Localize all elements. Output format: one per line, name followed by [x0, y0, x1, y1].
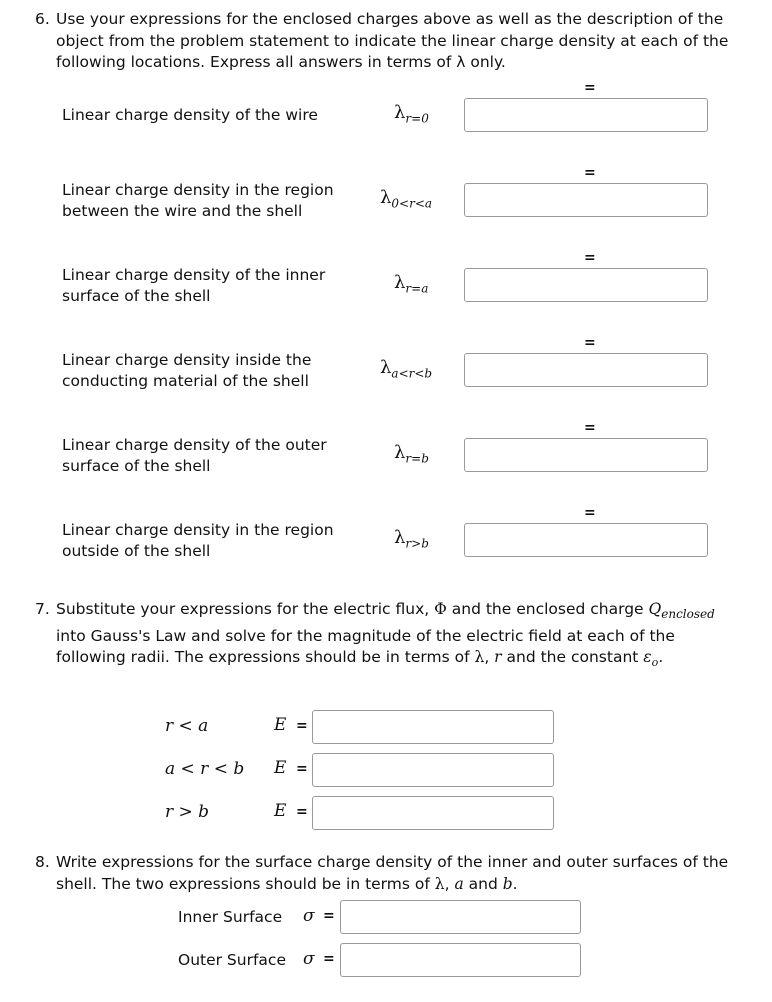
lambda-symbol: $\lambda_{a<r<b}$ — [380, 357, 433, 381]
surface-density-input[interactable] — [340, 900, 581, 934]
row-label: Linear charge density in the region between the wire and the shell — [62, 181, 334, 220]
charge-density-input[interactable] — [464, 353, 708, 387]
equals-sign: = — [323, 908, 335, 924]
row-label: Linear charge density of the outer surface of the shell — [62, 436, 327, 475]
lambda-symbol: $\lambda_{r=b}$ — [394, 442, 429, 466]
lambda-symbol: $\lambda_{r>b}$ — [394, 527, 429, 551]
equals-sign: = — [296, 761, 308, 777]
equals-sign: = — [296, 718, 308, 734]
question-text: Write expressions for the surface charge density of the inner and outer surfaces of the shell. The two expressions should be in terms of λ, a and b. — [56, 853, 729, 893]
equals-sign: = — [584, 505, 596, 521]
question-text: Substitute your expressions for the electric flux, Φ and the enclosed charge $Q_{enclosed}$ into Gauss's Law and solve for the magnitude of the electric field at each of the following radii. The expressions should be in terms of λ, r and the constant $\varepsilon_o$. — [56, 600, 715, 670]
row-label: Linear charge density of the inner surface of the shell — [62, 266, 326, 305]
equals-sign: = — [584, 420, 596, 436]
question-number: 8. — [35, 853, 50, 871]
question-text: Use your expressions for the enclosed charges above as well as the description of the object from the problem statement to indicate the linear charge density at each of the following locations. Express all answers in terms of λ only. — [56, 10, 729, 71]
equals-sign: = — [584, 250, 596, 266]
electric-field-input[interactable] — [312, 796, 554, 830]
region-label: r > b — [165, 802, 210, 822]
equals-sign: = — [584, 80, 596, 96]
electric-field-input[interactable] — [312, 753, 554, 787]
surface-label: Outer Surface — [178, 951, 286, 969]
variable-e: E — [274, 801, 287, 821]
electric-field-input[interactable] — [312, 710, 554, 744]
region-label: r < a — [165, 716, 209, 736]
lambda-symbol: $\lambda_{0<r<a}$ — [380, 187, 433, 211]
charge-density-input[interactable] — [464, 98, 708, 132]
question-number: 7. — [35, 600, 50, 618]
variable-e: E — [274, 758, 287, 778]
sigma-symbol: σ — [303, 949, 315, 969]
charge-density-input[interactable] — [464, 438, 708, 472]
sigma-symbol: σ — [303, 906, 315, 926]
lambda-symbol: $\lambda_{r=0}$ — [394, 102, 429, 126]
lambda-symbol: $\lambda_{r=a}$ — [394, 272, 429, 296]
equals-sign: = — [323, 951, 335, 967]
charge-density-input[interactable] — [464, 268, 708, 302]
equals-sign: = — [584, 335, 596, 351]
question-number: 6. — [35, 10, 50, 28]
surface-density-input[interactable] — [340, 943, 581, 977]
question-8 — [35, 852, 735, 895]
variable-e: E — [274, 715, 287, 735]
surface-label: Inner Surface — [178, 908, 283, 926]
row-label: Linear charge density in the region outside of the shell — [62, 521, 334, 560]
row-label: Linear charge density inside the conducting material of the shell — [62, 351, 312, 390]
charge-density-input[interactable] — [464, 523, 708, 557]
question-7 — [35, 599, 735, 674]
charge-density-input[interactable] — [464, 183, 708, 217]
question-6 — [35, 9, 735, 74]
equals-sign: = — [584, 165, 596, 181]
equals-sign: = — [296, 804, 308, 820]
row-label: Linear charge density of the wire — [62, 106, 318, 124]
region-label: a < r < b — [165, 759, 245, 779]
